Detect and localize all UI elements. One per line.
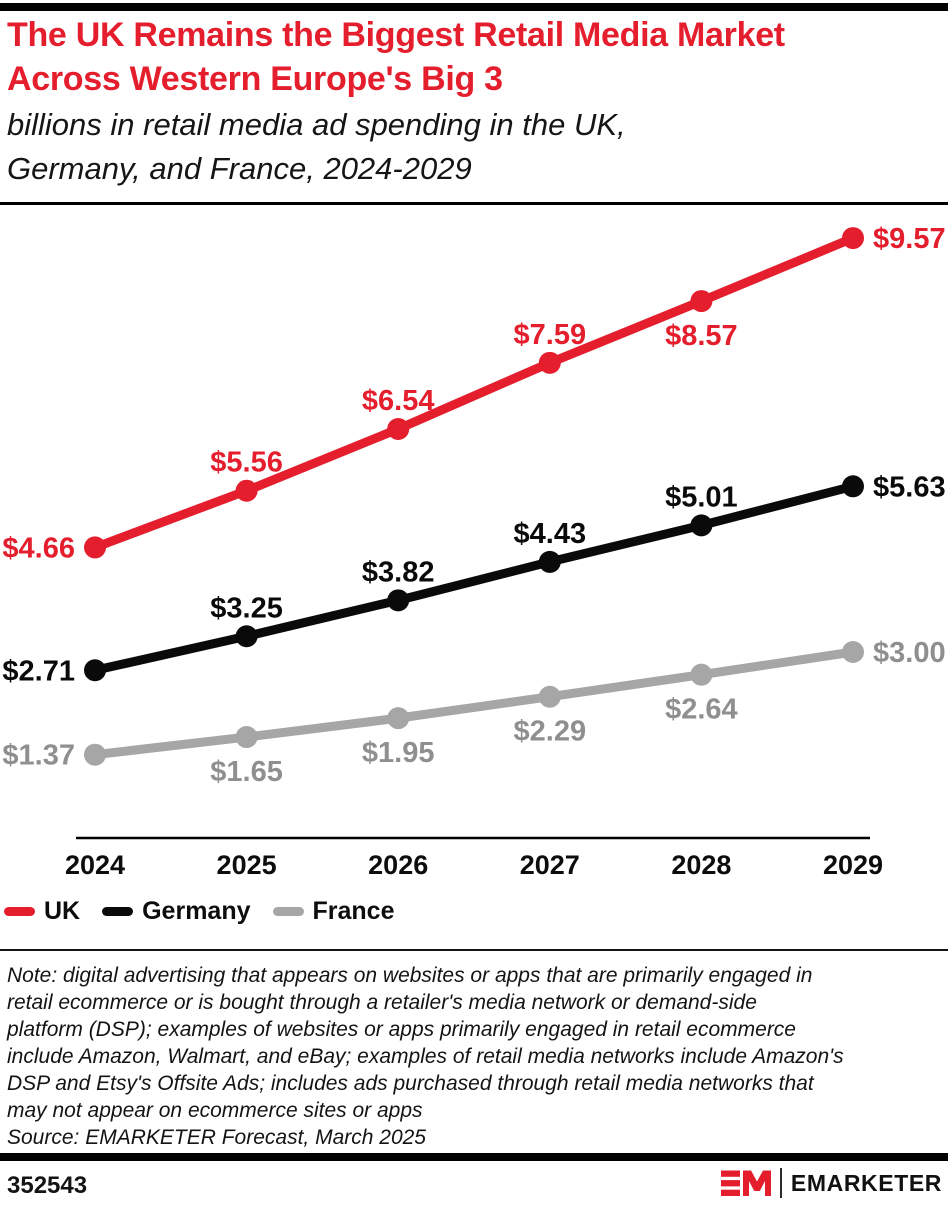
germany-line	[95, 486, 853, 670]
uk-value-2029: $9.57	[873, 223, 946, 256]
france-legend-label: France	[312, 897, 395, 925]
emarketer-brand	[721, 1168, 942, 1198]
france-point-2028	[690, 664, 712, 686]
legend	[4, 897, 394, 926]
title-line-1: The UK Remains the Biggest Retail Media Market	[7, 16, 785, 54]
footer-black-bar	[0, 1153, 948, 1161]
x-tick-2026: 2026	[368, 850, 429, 880]
germany-point-2029	[842, 475, 864, 497]
germany-point-2024	[84, 659, 106, 681]
france-value-2025: $1.65	[210, 756, 283, 789]
germany-value-2024: $2.71	[2, 655, 75, 688]
germany-value-2029: $5.63	[873, 471, 946, 504]
source-line: Source: EMARKETER Forecast, March 2025	[7, 1126, 426, 1149]
page-title	[7, 13, 943, 101]
france-line	[95, 652, 853, 755]
uk-point-2028	[690, 290, 712, 312]
france-value-2029: $3.00	[873, 637, 946, 669]
brand-name: EMARKETER	[790, 1169, 942, 1196]
legend-item-uk	[4, 897, 80, 926]
france-point-2027	[539, 686, 561, 708]
note-line: may not appear on ecommerce sites or apps	[7, 1099, 423, 1122]
note-line: platform (DSP); examples of websites or apps primarily engaged in retail ecommerce	[7, 1018, 796, 1041]
uk-value-2024: $4.66	[2, 532, 75, 565]
france-point-2026	[387, 707, 409, 729]
uk-point-2024	[84, 536, 106, 558]
france-value-2028: $2.64	[665, 693, 738, 726]
note-line: retail ecommerce or is bought through a retailer's media network or demand-side	[7, 991, 757, 1014]
line-chart	[0, 210, 948, 880]
uk-value-2027: $7.59	[513, 318, 587, 351]
chart-header	[7, 13, 943, 191]
note-divider	[0, 949, 948, 951]
uk-point-2029	[842, 227, 864, 249]
uk-value-2028: $8.57	[665, 320, 738, 353]
france-value-2026: $1.95	[361, 737, 435, 770]
france-point-2024	[84, 744, 106, 766]
germany-point-2027	[539, 551, 561, 573]
germany-point-2026	[387, 589, 409, 611]
germany-legend-label: Germany	[142, 897, 251, 925]
x-tick-2027: 2027	[519, 850, 580, 880]
chart-id: 352543	[7, 1172, 88, 1199]
x-tick-2024: 2024	[64, 850, 126, 880]
note-block	[7, 962, 943, 1151]
subtitle-line-2: Germany, and France, 2024-2029	[7, 151, 472, 186]
france-value-2024: $1.37	[2, 739, 75, 772]
x-tick-2025: 2025	[216, 850, 277, 880]
uk-legend-swatch	[4, 907, 35, 916]
uk-point-2025	[236, 480, 258, 502]
france-value-2027: $2.29	[513, 715, 587, 748]
note-line: DSP and Etsy's Offsite Ads; includes ads purchased through retail media networks that	[7, 1072, 814, 1095]
x-tick-2028: 2028	[671, 850, 732, 880]
germany-point-2025	[236, 625, 258, 647]
x-tick-2029: 2029	[822, 850, 884, 880]
top-black-bar	[0, 3, 948, 11]
subtitle-line-1: billions in retail media ad spending in the UK,	[7, 107, 626, 142]
uk-point-2026	[387, 418, 409, 440]
header-divider	[0, 202, 948, 205]
germany-value-2027: $4.43	[513, 517, 587, 550]
emarketer-logo-mark	[721, 1170, 771, 1197]
note-line: Note: digital advertising that appears on websites or apps that are primarily engaged in	[7, 964, 813, 987]
germany-legend-swatch	[102, 907, 133, 916]
uk-value-2025: $5.56	[210, 446, 283, 479]
note-line: include Amazon, Walmart, and eBay; examples of retail media networks include Amazon's	[7, 1045, 844, 1068]
uk-value-2026: $6.54	[361, 384, 435, 417]
uk-legend-label: UK	[44, 897, 81, 925]
uk-point-2027	[539, 352, 561, 374]
logo-divider	[780, 1168, 782, 1198]
germany-value-2026: $3.82	[361, 556, 435, 589]
legend-item-germany	[102, 897, 250, 926]
germany-value-2028: $5.01	[665, 481, 738, 514]
germany-value-2025: $3.25	[210, 592, 283, 625]
chart-subtitle	[7, 103, 943, 191]
france-point-2029	[842, 641, 864, 663]
france-point-2025	[236, 726, 258, 748]
title-line-2: Across Western Europe's Big 3	[7, 60, 503, 98]
france-legend-swatch	[273, 907, 304, 916]
germany-point-2028	[690, 514, 712, 536]
legend-item-france	[273, 897, 395, 926]
uk-line	[95, 238, 853, 547]
